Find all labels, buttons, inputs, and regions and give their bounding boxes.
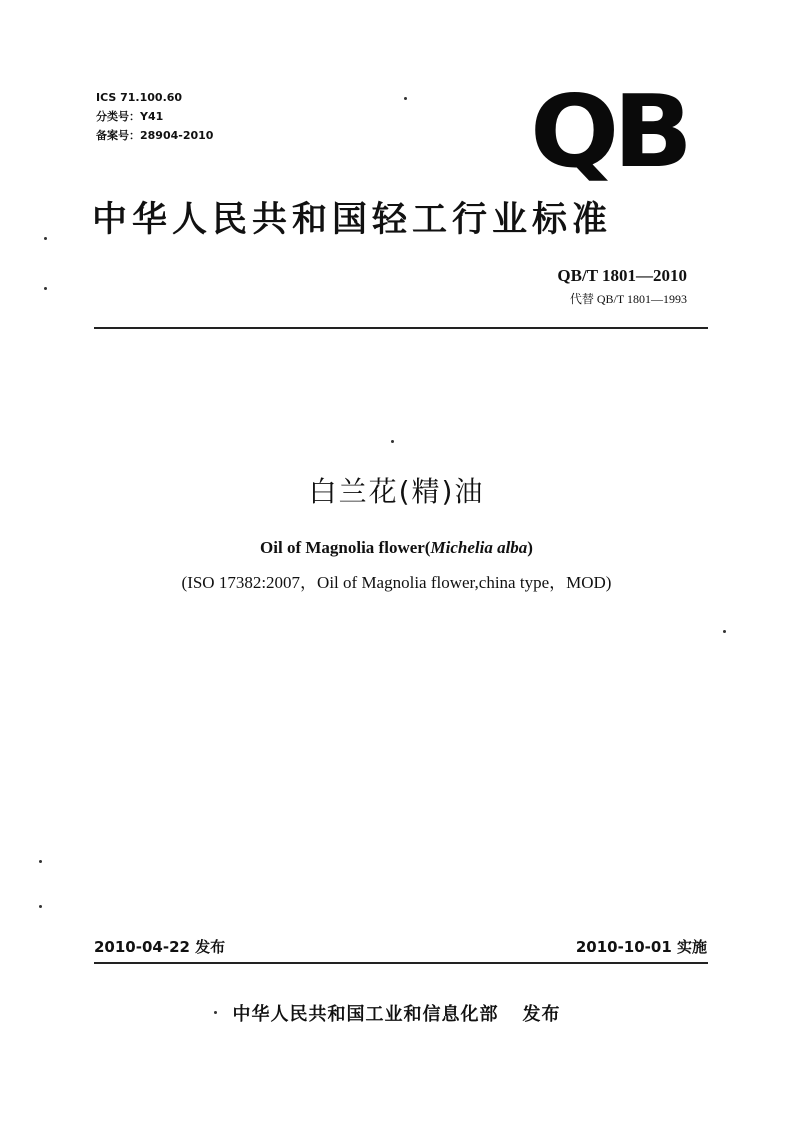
issuer-action: 发布 [522,1004,561,1025]
scan-speck [214,1011,217,1014]
english-title-suffix: ) [527,538,533,557]
document-title-english [0,538,793,558]
scan-speck [404,97,407,100]
issuer-name: 中华人民共和国工业和信息化部 [232,1004,499,1025]
scan-speck [723,630,726,633]
header-meta [96,88,213,145]
scan-speck [44,237,47,240]
issuer-line [0,1000,793,1026]
record-number: 备案号：28904-2010 [96,129,214,142]
english-title-prefix: Oil of Magnolia flower( [260,538,431,557]
organization-title: 中华人民共和国轻工行业标准 [92,200,613,240]
classification-number: 分类号：Y41 [96,110,164,123]
iso-reference: (ISO 17382:2007，Oil of Magnolia flower,china type，MOD) [181,573,612,592]
replaces-standard: 代替 QB/T 1801—1993 [569,292,687,306]
scan-speck [44,287,47,290]
ics-code: ICS 71.100.60 [96,91,183,104]
publish-date: 2010-04-22 发布 [94,938,226,956]
scan-speck [39,905,42,908]
top-divider [94,327,708,329]
qb-logo: QB [530,73,687,190]
english-title-latin-name: Michelia alba [430,538,528,557]
standard-code: QB/T 1801—2010 [557,266,687,285]
implementation-date: 2010-10-01 实施 [575,938,707,956]
scan-speck [39,860,42,863]
document-title-chinese: 白兰花(精)油 [308,475,485,508]
scan-speck [391,440,394,443]
bottom-divider [94,962,708,964]
